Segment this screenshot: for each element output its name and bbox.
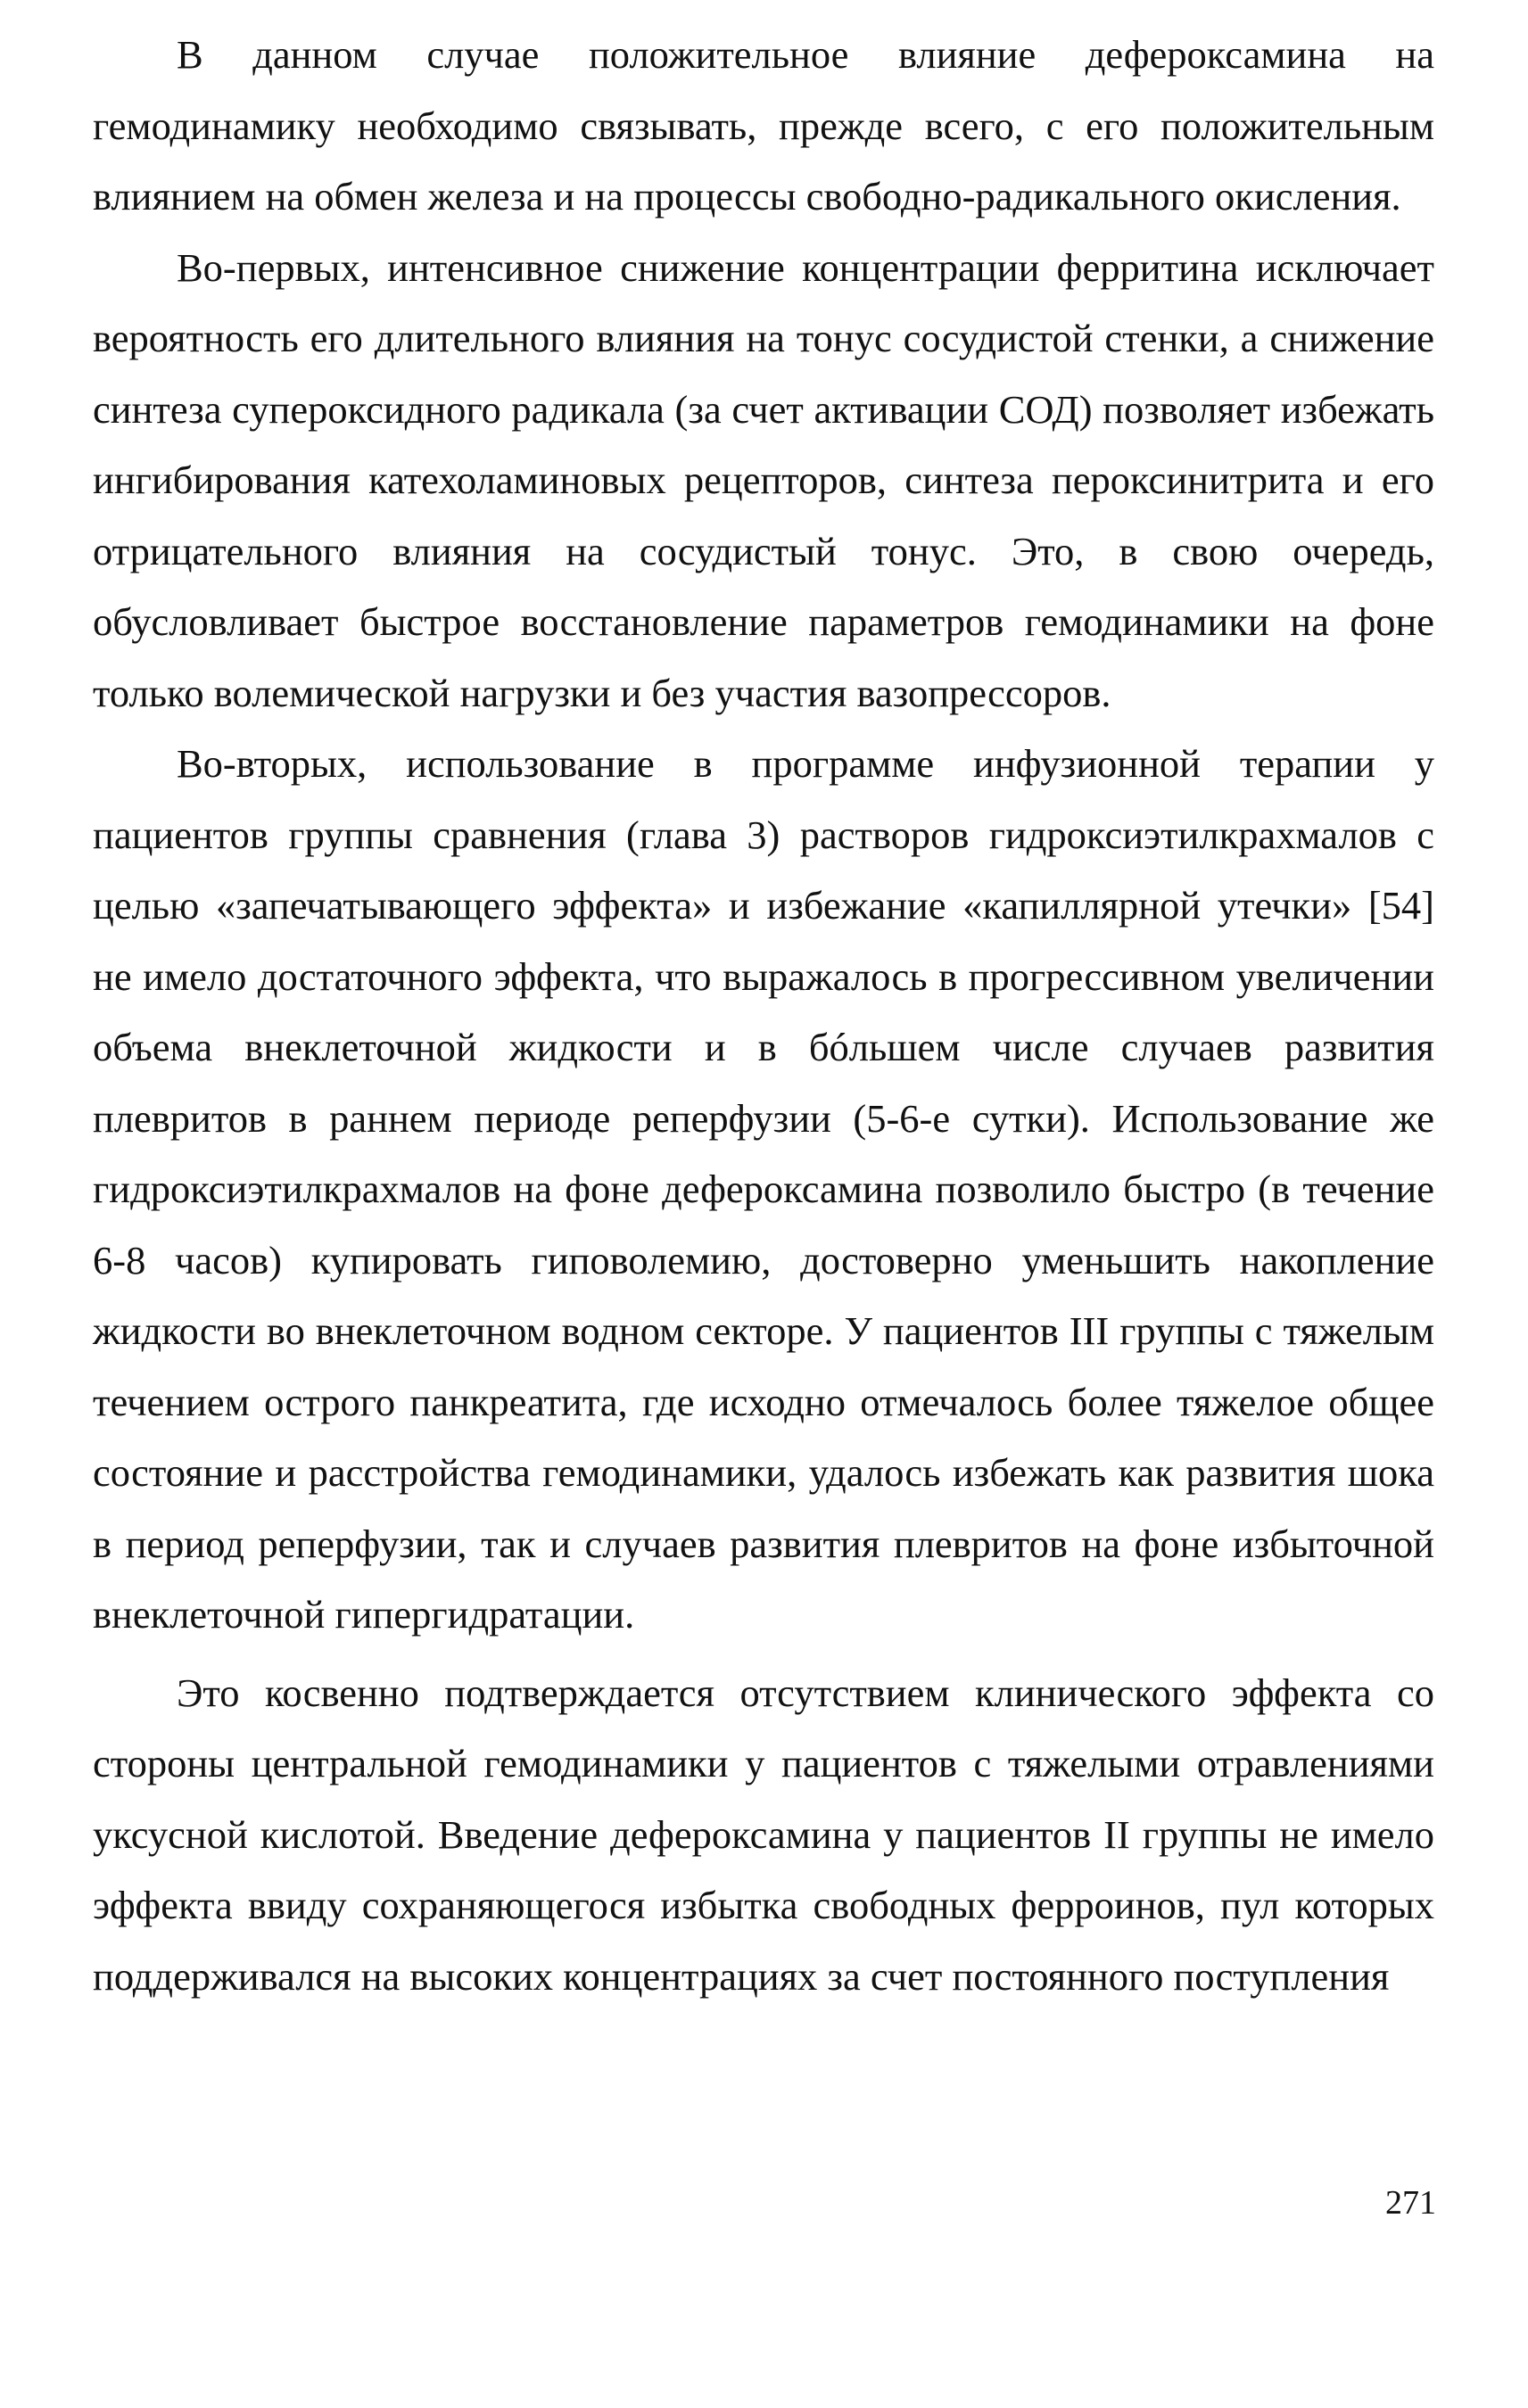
- page-number: 271: [1385, 2184, 1436, 2222]
- paragraph: Во-первых, интенсивное снижение концентрации ферритина исключает вероятность его длительного влияния на тонус сосудистой стенки, а снижение синтеза супероксидного радикала (за счет активации СОД) позволяет избежать ингибирования катехоламиновых рецепторов, синтеза пероксинитрита и его отрицательного влияния на сосудистый тонус. Это, в свою очередь, обусловливает быстрое восстановление параметров гемодинамики на фоне только волемической нагрузки и без участия вазопрессоров.: [93, 244, 1434, 715]
- paragraph: Это косвенно подтверждается отсутствием клинического эффекта со стороны центральной гемодинамики у пациентов с тяжелыми отравлениями уксусной кислотой. Введение дефероксамина у пациентов II группы не имело эффекта ввиду сохраняющегося избытка свободных ферроинов, пул которых поддерживался на высоких концентрациях за счет постоянного поступления: [93, 1670, 1434, 1999]
- body-text: [93, 20, 1434, 2012]
- paragraph: В данном случае положительное влияние дефероксамина на гемодинамику необходимо связывать, прежде всего, с его положительным влиянием на обмен железа и на процессы свободно-радикального окисления.: [93, 32, 1434, 219]
- paragraph: Во-вторых, использование в программе инфузионной терапии у пациентов группы сравнения (глава 3) растворов гидроксиэтилкрахмалов с целью «запечатывающего эффекта» и избежание «капиллярной утечки» [54] не имело достаточного эффекта, что выражалось в прогрессивном увеличении объема внеклеточной жидкости и в бóльшем числе случаев развития плевритов в раннем периоде реперфузии (5-6-е сутки). Использование же гидроксиэтилкрахмалов на фоне дефероксамина позволило быстро (в течение 6-8 часов) купировать гиповолемию, достоверно уменьшить накопление жидкости во внеклеточном водном секторе. У пациентов III группы с тяжелым течением острого панкреатита, где исходно отмечалось более тяжелое общее состояние и расстройства гемодинамики, удалось избежать как развития шока в период реперфузии, так и случаев развития плевритов на фоне избыточной внеклеточной гипергидратации.: [93, 741, 1434, 1637]
